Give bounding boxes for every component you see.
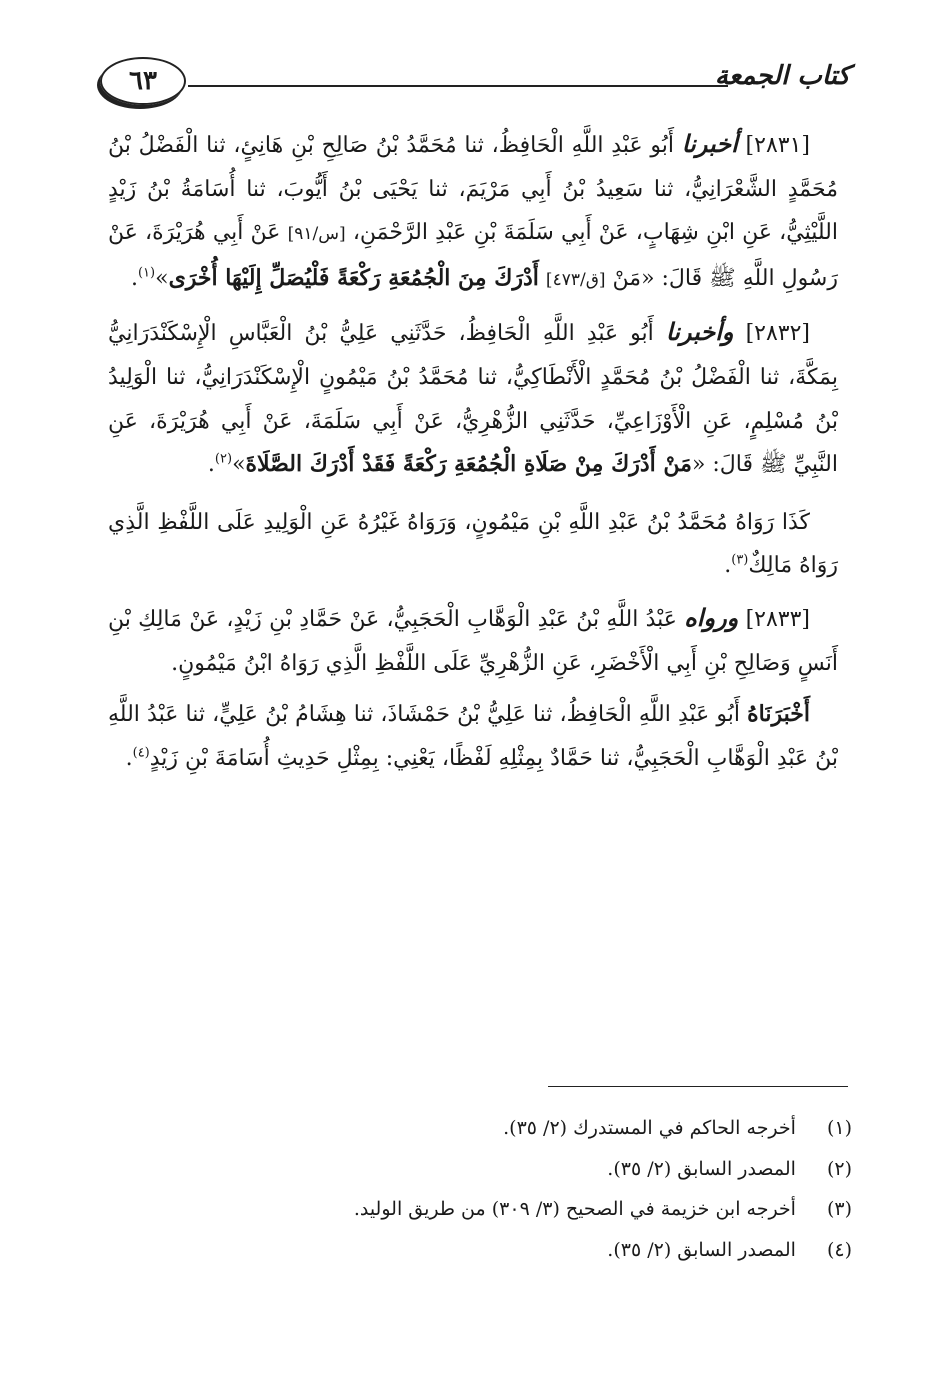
commentary-text: كَذَا رَوَاهُ مُحَمَّدُ بْنُ عَبْدِ اللَّهِ بْنِ مَيْمُونٍ، وَرَوَاهُ غَيْرُهُ عَنِ الْوَلِيدِ عَلَى اللَّفْظِ الَّذِي رَوَاهُ مَالِكٌ — [108, 509, 838, 579]
footnote-item — [108, 1108, 852, 1149]
hadith-number: [٢٨٣٣] — [745, 606, 811, 632]
footnote-marker[interactable]: (١) — [137, 265, 156, 281]
footnote-item — [108, 1189, 852, 1230]
page-header — [100, 55, 850, 115]
commentary — [108, 501, 838, 588]
footnote-text: أخرجه ابن خزيمة في الصحيح (٣/ ٣٠٩) من طريق الوليد. — [353, 1198, 796, 1220]
lead-word: أخبرنا — [681, 129, 738, 158]
hadith-2831 — [108, 122, 838, 302]
period: . — [724, 553, 732, 579]
footnote-divider — [548, 1086, 848, 1087]
lead-word: أَخْبَرَنَاهُ — [747, 701, 810, 728]
isnad-text: أَبُو عَبْدِ اللَّهِ الْحَافِظُ، ثنا مُحَمَّدُ بْنُ صَالِحِ بْنِ هَانِئٍ، ثنا الْفَضْلُ بْنُ مُحَمَّدٍ الشَّعْرَانِيُّ، ثنا سَعِيدُ بْنُ أَبِي مَرْيَمَ، ثنا يَحْيَى بْنُ أَيُّوبَ، ثنا أُسَامَةُ بْنُ زَيْدٍ اللَّيْثِيُّ، عَنِ ابْنِ شِهَابٍ، عَنْ أَبِي سَلَمَةَ بْنِ عَبْدِ الرَّحْمَنِ، — [108, 133, 838, 246]
lead-word: وأخبرنا — [665, 317, 734, 347]
footnote-marker[interactable]: (٤) — [132, 745, 150, 761]
hadith-2833 — [108, 596, 838, 685]
isnad-text: عَبْدُ اللَّهِ بْنُ عَبْدِ الْوَهَّابِ الْحَجَبِيُّ، عَنْ حَمَّادِ بْنِ زَيْدٍ، عَنْ مَالِكِ بْنِ أَنَسٍ وَصَالِحِ بْنِ أَبِي الْأَخْضَرِ، عَنِ الزُّهْرِيِّ عَلَى اللَّفْظِ الَّذِي رَوَاهُ ابْنُ مَيْمُونٍ. — [108, 606, 838, 676]
hadith-2832 — [108, 310, 838, 486]
isnad-text: أَبُو عَبْدِ اللَّهِ الْحَافِظُ، ثنا عَلِيُّ بْنُ حَمْشَاذَ، ثنا هِشَامُ بْنُ عَلِيٍّ، ثنا عَبْدُ اللَّهِ بْنُ عَبْدِ الْوَهَّابِ الْحَجَبِيُّ، ثنا حَمَّادٌ بِمِثْلِهِ لَفْظًا، يَعْنِي: بِمِثْلِ حَدِيثِ أُسَامَةَ بْنِ زَيْدٍ — [108, 702, 838, 771]
isnad-text: أَبُو عَبْدِ اللَّهِ الْحَافِظُ، حَدَّثَنِي عَلِيُّ بْنُ الْعَبَّاسِ الْإِسْكَنْدَرَانِيُّ بِمَكَّةَ، ثنا الْفَضْلُ بْنُ مُحَمَّدٍ الْأَنْطَاكِيُّ، ثنا مُحَمَّدُ بْنُ مَيْمُونٍ الْإِسْكَنْدَرَانِيُّ، ثنا الْوَلِيدُ بْنُ مُسْلِمٍ، عَنِ الْأَوْزَاعِيِّ، حَدَّثَنِي الزُّهْرِيُّ، عَنْ أَبِي سَلَمَةَ، عَنْ أَبِي هُرَيْرَةَ، عَنِ النَّبِيِّ ﷺ قَالَ: « — [108, 321, 838, 478]
manuscript-ref: [ق/٤٧٣] — [545, 269, 606, 290]
hadith-matn: مَنْ أَدْرَكَ مِنْ صَلَاةِ الْجُمُعَةِ رَكْعَةً فَقَدْ أَدْرَكَ الصَّلَاةَ — [245, 451, 692, 478]
main-text — [108, 122, 838, 788]
footnotes — [108, 1108, 852, 1270]
period: . — [125, 745, 133, 771]
manuscript-ref: [س/٩١] — [287, 224, 346, 245]
lead-word: ورواه — [684, 602, 739, 632]
hadith-matn: أَدْرَكَ مِنَ الْجُمُعَةِ رَكْعَةً فَلْيُصَلِّ إِلَيْهَا أُخْرَى — [168, 264, 539, 291]
footnote-text: أخرجه الحاكم في المستدرك (٢/ ٣٥). — [503, 1117, 796, 1139]
hadith-number: [٢٨٣١] — [745, 133, 810, 158]
footnote-number: (٢) — [826, 1157, 852, 1180]
isnad-text: عَنْ أَبِي هُرَيْرَةَ، عَنْ رَسُولِ اللَّهِ ﷺ قَالَ: «مَنْ — [108, 220, 838, 291]
footnote-marker[interactable]: (٢) — [214, 451, 233, 467]
footnote-text: المصدر السابق (٢/ ٣٥). — [607, 1157, 796, 1180]
header-rule — [188, 85, 728, 87]
quote-close: » — [232, 452, 246, 478]
footnote-number: (٣) — [826, 1198, 852, 1220]
page-number: ٦٣ — [129, 66, 157, 96]
quote-close: » — [155, 265, 169, 291]
footnote-item — [108, 1149, 852, 1190]
footnote-number: (٤) — [826, 1238, 852, 1261]
period: . — [207, 452, 215, 478]
page-number-oval — [100, 57, 186, 105]
footnote-text: المصدر السابق (٢/ ٣٥). — [607, 1238, 796, 1261]
hadith-number: [٢٨٣٢] — [745, 321, 811, 347]
footnote-number: (١) — [826, 1117, 852, 1139]
supporting-chain — [108, 693, 838, 780]
book-title: كتاب الجمعة — [714, 61, 850, 91]
footnote-marker[interactable]: (٣) — [731, 553, 749, 569]
footnote-item — [108, 1230, 852, 1271]
period: . — [130, 265, 138, 291]
